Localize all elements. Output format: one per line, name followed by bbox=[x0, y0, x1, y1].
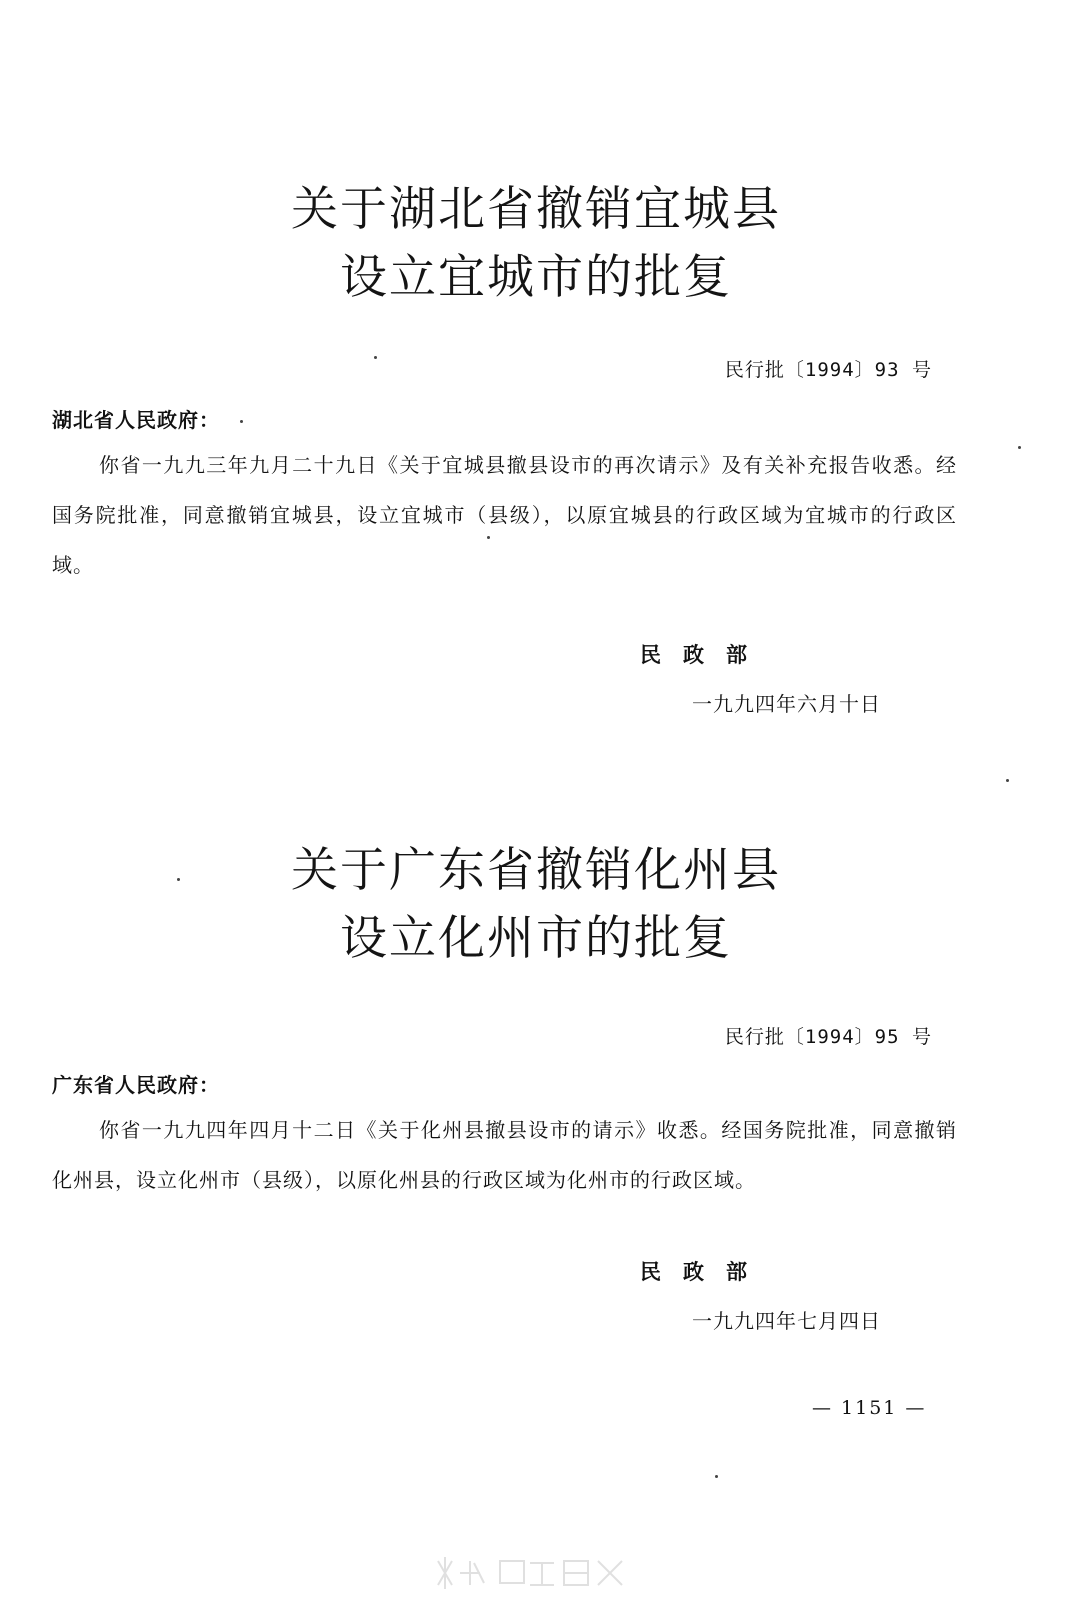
doc1-title-line1: 关于湖北省撤销宜城县 bbox=[291, 182, 781, 237]
scan-speck bbox=[487, 536, 490, 539]
doc2-body-paragraph: 你省一九九四年四月十二日《关于化州县撤县设市的请示》收悉。经国务院批准，同意撤销化州县，设立化州市（县级），以原化州县的行政区域为化州市的行政区域。 bbox=[52, 1118, 957, 1192]
doc1-date: 一九九四年六月十日 bbox=[692, 692, 881, 716]
doc2-signer: 民政部 bbox=[640, 1259, 769, 1284]
scan-speck bbox=[1018, 446, 1021, 449]
doc2-date: 一九九四年七月四日 bbox=[692, 1309, 881, 1333]
doc1-document-number: 民行批〔1994〕93 号 bbox=[724, 359, 932, 381]
scan-speck bbox=[1006, 779, 1009, 782]
watermark-logo-icon bbox=[430, 1553, 630, 1593]
doc2-document-number: 民行批〔1994〕95 号 bbox=[724, 1026, 932, 1048]
scan-speck bbox=[240, 420, 243, 423]
doc1-body-paragraph: 你省一九九三年九月二十九日《关于宜城县撤县设市的再次请示》及有关补充报告收悉。经国务院批准，同意撤销宜城县，设立宜城市（县级），以原宜城县的行政区域为宜城市的行政区域。 bbox=[52, 453, 957, 577]
page-number: — 1151 — bbox=[812, 1397, 927, 1419]
doc2-title-line2: 设立化州市的批复 bbox=[340, 911, 732, 966]
doc1-salutation: 湖北省人民政府： bbox=[52, 408, 220, 432]
scan-speck bbox=[177, 878, 180, 881]
doc1-title-line2: 设立宜城市的批复 bbox=[340, 250, 732, 305]
doc2-title-line1: 关于广东省撤销化州县 bbox=[291, 843, 781, 898]
scan-speck bbox=[715, 1475, 718, 1478]
doc1-signer: 民政部 bbox=[640, 642, 769, 667]
scan-speck bbox=[374, 356, 377, 359]
doc2-salutation: 广东省人民政府： bbox=[52, 1073, 220, 1097]
